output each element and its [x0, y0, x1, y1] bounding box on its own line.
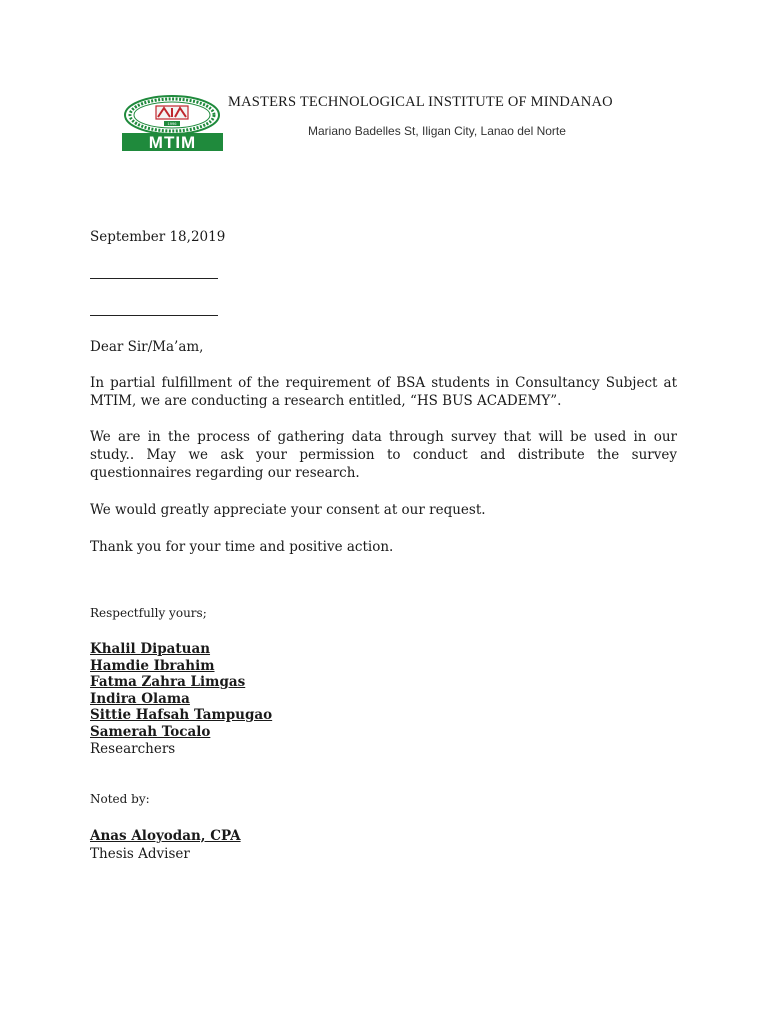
paragraph-4: Thank you for your time and positive action.: [90, 539, 394, 555]
logo-year: 1996: [167, 121, 177, 126]
institution-address: Mariano Badelles St, Iligan City, Lanao del Norte: [308, 124, 566, 138]
institution-name: MASTERS TECHNOLOGICAL INSTITUTE OF MINDANAO: [228, 94, 613, 110]
salutation: Dear Sir/Ma’am,: [90, 339, 204, 355]
adviser-title: Thesis Adviser: [90, 846, 190, 862]
researchers-role: Researchers: [90, 740, 176, 757]
adviser-block: [90, 827, 241, 863]
logo-text: MTIM: [148, 133, 197, 151]
letter-date: September 18,2019: [90, 229, 226, 245]
recipient-position-line: [90, 315, 218, 316]
noted-by-label: Noted by:: [90, 792, 150, 806]
researcher-name: Fatma Zahra Limgas: [90, 674, 246, 691]
researchers-block: [90, 641, 272, 757]
researcher-name: Sittie Hafsah Tampugao: [90, 707, 273, 724]
recipient-name-line: [90, 278, 218, 279]
researcher-name: Samerah Tocalo: [90, 723, 211, 740]
adviser-name: Anas Aloyodan, CPA: [90, 828, 241, 844]
mtim-logo: [122, 95, 223, 151]
researcher-name: Hamdie Ibrahim: [90, 657, 215, 674]
closing: Respectfully yours;: [90, 606, 207, 620]
paragraph-3: We would greatly appreciate your consent at our request.: [90, 502, 486, 518]
researcher-name: Khalil Dipatuan: [90, 641, 211, 657]
paragraph-2: We are in the process of gathering data through survey that will be used in our study.. May we ask your permission to conduct and distribute the survey questionnaires regarding our research.: [90, 429, 677, 481]
paragraph-1: In partial fulfillment of the requirement of BSA students in Consultancy Subject at MTIM, we are conducting a research entitled, “HS BUS ACADEMY”.: [90, 375, 677, 409]
researcher-name: Indira Olama: [90, 690, 190, 707]
